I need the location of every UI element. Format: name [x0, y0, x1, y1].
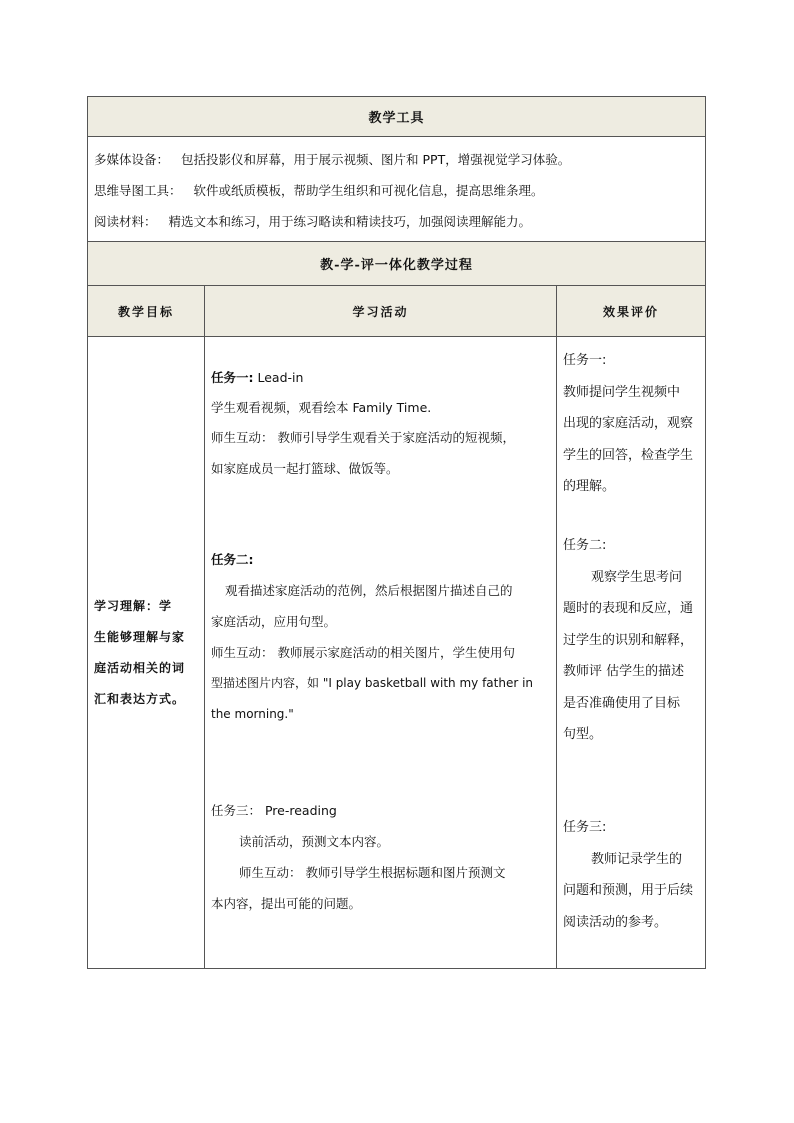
- task-title: 任务二:: [211, 552, 254, 567]
- column-header-evaluation: 效果评价: [602, 304, 659, 319]
- evaluation-line: 观察学生思考问: [591, 569, 683, 585]
- task-two: [211, 544, 552, 730]
- process-title: 教-学-评一体化教学过程: [320, 258, 473, 273]
- effect-evaluation-cell: [557, 337, 705, 968]
- task-line: 家庭活动，应用句型。: [211, 614, 337, 629]
- evaluation-line: 教师提问学生视频中: [563, 384, 681, 400]
- task-line: 学生观看视频，观看绘本 Family Time.: [211, 400, 432, 415]
- lesson-plan-table: [87, 96, 706, 969]
- tool-label: 多媒体设备：: [94, 152, 170, 167]
- task-line: 师生互动： 教师展示家庭活动的相关图片，学生使用句: [211, 645, 515, 660]
- task-subtitle: Pre-reading: [261, 803, 337, 818]
- tool-text: 软件或纸质模板，帮助学生组织和可视化信息，提高思维条理。: [193, 183, 544, 198]
- evaluation-line: 过学生的识别和解释，: [563, 632, 694, 648]
- tool-text: 精选文本和练习，用于练习略读和精读技巧，加强阅读理解能力。: [168, 214, 532, 229]
- evaluation-title: 任务二:: [563, 538, 607, 553]
- evaluation-line: 的理解。: [563, 479, 616, 494]
- task-line: 观看描述家庭活动的范例，然后根据图片描述自己的: [225, 583, 513, 598]
- evaluation-line: 句型。: [563, 727, 603, 742]
- goal-line: 汇和表达方式。: [94, 691, 186, 706]
- evaluation-title: 任务一:: [563, 353, 607, 368]
- task-line: 师生互动： 教师引导学生观看关于家庭活动的短视频，: [211, 430, 515, 445]
- tool-label: 思维导图工具：: [94, 183, 182, 198]
- task-line: 型描述图片内容，如 "I play basketball with my father in: [211, 676, 534, 690]
- task-line: 本内容，提出可能的问题。: [211, 896, 362, 911]
- tool-item-mindmap: [94, 175, 701, 206]
- teaching-goal-cell: [88, 337, 205, 968]
- evaluation-line: 阅读活动的参考。: [563, 914, 668, 930]
- column-header-activity: 学习活动: [205, 286, 557, 336]
- task-three: [211, 795, 552, 919]
- column-header-row: [88, 286, 705, 337]
- evaluation-three: [563, 812, 701, 938]
- evaluation-line: 题时的表现和反应，通: [563, 601, 694, 616]
- learning-activity-cell: [205, 337, 557, 968]
- task-line: 如家庭成员一起打篮球、做饭等。: [211, 461, 399, 476]
- process-body-row: [88, 337, 705, 968]
- evaluation-title: 任务三:: [563, 820, 607, 835]
- task-one: [211, 362, 552, 484]
- tool-item-reading: [94, 206, 701, 237]
- tool-item-multimedia: [94, 144, 701, 175]
- evaluation-line: 问题和预测，用于后续: [563, 883, 694, 898]
- evaluation-line: 教师记录学生的: [591, 851, 683, 867]
- evaluation-line: 学生的回答，检查学生: [563, 447, 694, 463]
- task-title: 任务一:: [211, 370, 254, 385]
- evaluation-two: [563, 530, 701, 751]
- evaluation-line: 教师评 估学生的描述: [563, 664, 685, 679]
- tool-label: 阅读材料：: [94, 214, 157, 229]
- task-subtitle: Lead-in: [253, 370, 304, 385]
- evaluation-line: 出现的家庭活动，观察: [563, 416, 694, 431]
- tools-list: [88, 137, 705, 242]
- tools-title: 教学工具: [368, 111, 425, 126]
- evaluation-line: 是否准确使用了目标: [563, 695, 681, 711]
- task-line: 读前活动，预测文本内容。: [239, 834, 390, 849]
- evaluation-one: [563, 345, 701, 503]
- tool-text: 包括投影仪和屏幕，用于展示视频、图片和 PPT，增强视觉学习体验。: [181, 152, 571, 167]
- column-header-goal: 教学目标: [88, 286, 205, 336]
- task-line: the morning.": [211, 707, 294, 721]
- goal-line: 生能够理解与家: [94, 629, 186, 644]
- tools-header: [88, 97, 705, 137]
- process-header: [88, 242, 705, 286]
- task-title: 任务三：: [211, 803, 262, 818]
- task-line: 师生互动： 教师引导学生根据标题和图片预测文: [239, 865, 506, 880]
- goal-line: 庭活动相关的词: [94, 660, 186, 675]
- goal-line: 学习理解：学: [94, 598, 173, 613]
